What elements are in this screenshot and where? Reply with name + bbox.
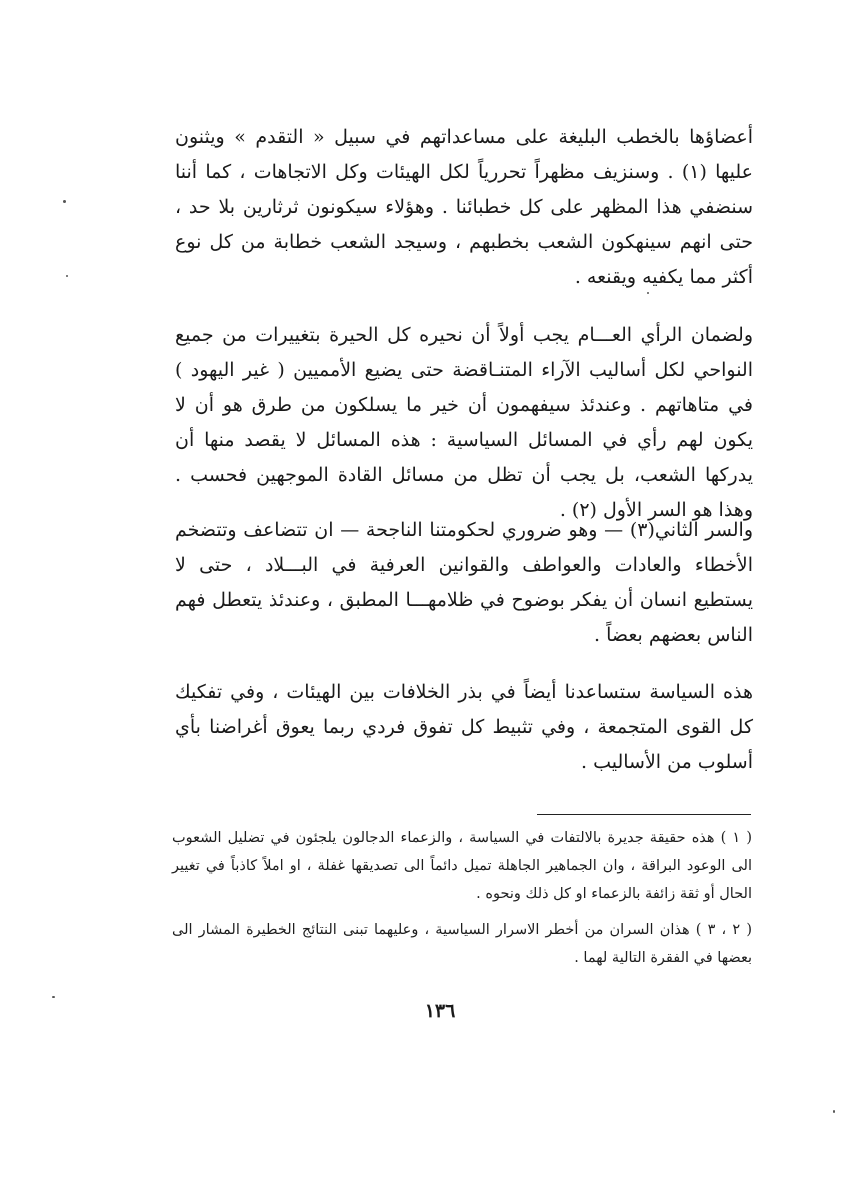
paragraph-4-text: هذه السياسة ستساعدنا أيضاً في بذر الخلافات بين الهيئات ، وفي تفكيك كل القوى المتجمعة ، وفي تثبيط كل تفوق فردي ربما يعوق أغراضنا بأي أسلوب من الأساليب .	[175, 681, 753, 773]
paragraph-3-text: والسر الثاني(٣) — وهو ضروري لحكومتنا الناجحة — ان تتضاعف وتتضخم الأخطاء والعادات والعواطف والقوانين العرفية في البـــلاد ، حتى لا يستطيع انسان أن يفكر بوضوح في ظلامهـــا المطبق ، وعندئذ يتعطل فهم الناس بعضهم بعضاً .	[175, 519, 754, 646]
footnote-1: ( ١ ) هذه حقيقة جديرة بالالتفات في السياسة ، والزعماء الدجالون يلجئون في تضليل الشعوب الى الوعود البراقة ، وان الجماهير الجاهلة تميل دائماً الى تصديقها غفلة ، او املاً كاذباً في تغيير الحال أو ثقة زائفة بالزعماء او كل ذلك ونحوه .	[172, 830, 752, 902]
page-number: ١٣٦	[424, 1000, 456, 1022]
paragraph-3	[175, 513, 753, 653]
paragraph-2-text: ولضمان الرأي العـــام يجب أولاً أن نحيره كل الحيرة بتغييرات من جميع النواحي لكل أساليب الآراء المتنـاقضة حتى يضيع الأمميين ( غير اليهود ) في متاهاتهم . وعندئذ سيفهمون أن خير ما يسلكون من طرق هو أن لا يكون لهم رأي في المسائل السياسية : هذه المسائل لا يقصد منها أن يدركها الشعب، بل يجب أن تظل من مسائل القادة الموجهين فحسب . وهذا هو السر الأول (٢) .	[175, 324, 753, 521]
scan-speck	[833, 1110, 835, 1113]
scan-speck	[52, 996, 55, 998]
scan-speck	[647, 292, 649, 294]
scan-speck	[63, 200, 66, 203]
paragraph-1-text: أعضاؤها بالخطب البليغة على مساعداتهم في سبيل « التقدم » ويثنون عليها (١) . وسنزيف مظهراً تحررياً لكل الهيئات وكل الاتجاهات ، كما أننا سنضفي هذا المظهر على كل خطبائنا . وهؤلاء سيكونون ثرثارين بلا حد ، حتى انهم سينهكون الشعب بخطبهم ، وسيجد الشعب خطابة من كل نوع أكثر مما يكفيه ويقنعه .	[175, 126, 753, 288]
scan-speck	[66, 275, 68, 277]
footnote-2-3: ( ٢ ، ٣ ) هذان السران من أخطر الاسرار السياسية ، وعليهما تبنى النتائج الخطيرة المشار الى بعضها في الفقرة التالية لهما .	[172, 922, 752, 966]
footnote-divider	[537, 814, 751, 815]
paragraph-1	[175, 120, 753, 295]
paragraph-4	[175, 675, 753, 780]
footnotes	[172, 824, 752, 972]
paragraph-2	[175, 318, 753, 528]
